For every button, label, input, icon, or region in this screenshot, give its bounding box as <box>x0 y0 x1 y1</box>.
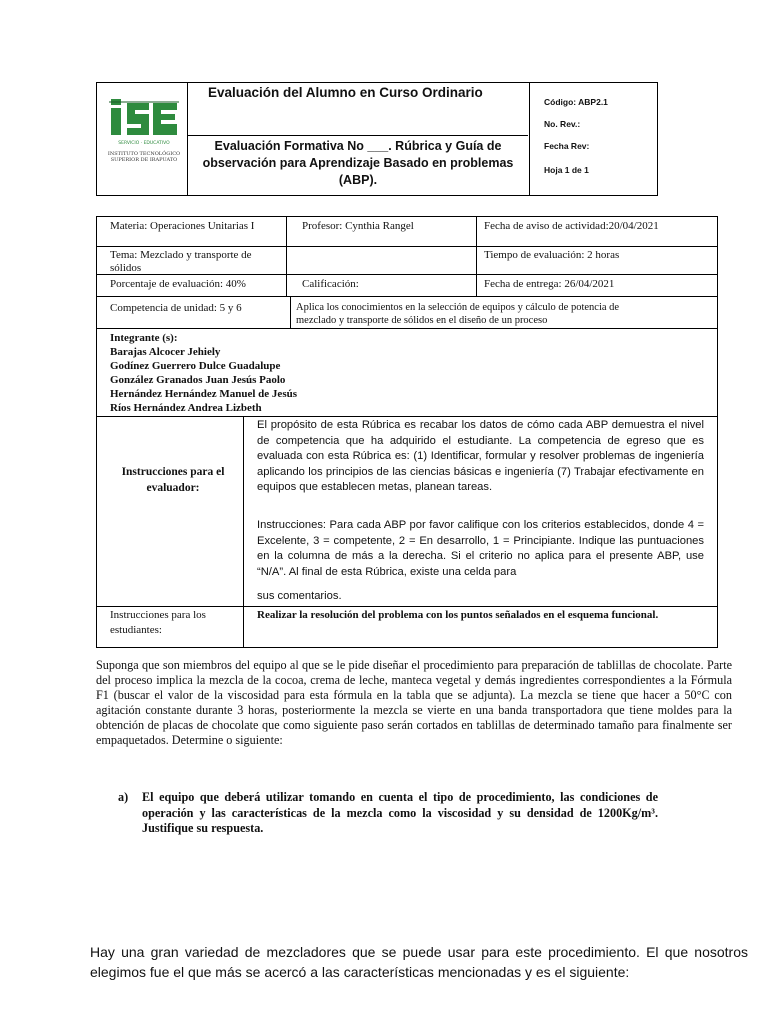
hoja-label: Hoja 1 de 1 <box>544 165 589 175</box>
question-text: El equipo que deberá utilizar tomando en cuenta el tipo de procedimiento, las condiciones de operación y las características de la mezcla como la viscosidad y su densidad de 1200Kg/m³. Justifique su respuesta. <box>142 790 658 835</box>
header-subtitle-cell <box>188 135 528 196</box>
answer-text: Hay una gran variedad de mezcladores que se puede usar para este procedimiento. El que nosotros elegimos fue el que más se acercó a las características mencionadas y es el siguiente: <box>90 944 748 980</box>
svg-text:SUPERIOR DE IRAPUATO: SUPERIOR DE IRAPUATO <box>110 157 178 163</box>
integrante-item: Barajas Alcocer Jehiely <box>110 346 221 358</box>
evaluation-info-table <box>96 216 718 648</box>
instr-evaluador-label: Instrucciones para el evaluador: <box>121 466 225 494</box>
fecha-aviso-cell: Fecha de aviso de actividad:20/04/2021 <box>484 220 659 232</box>
document-subtitle: Evaluación Formativa No ___. Rúbrica y Guía de observación para Aprendizaje Basado en problemas (ABP). <box>202 139 514 187</box>
instr-evaluador-p3: sus comentarios. <box>257 590 342 602</box>
header-title-cell <box>188 83 528 135</box>
svg-text:SERVICIO · EDUCATIVO: SERVICIO · EDUCATIVO <box>118 141 170 146</box>
integrante-item: Godínez Guerrero Dulce Guadalupe <box>110 360 281 372</box>
integrante-item: Ríos Hernández Andrea Lizbeth <box>110 402 262 414</box>
instr-estudiantes-label: Instrucciones para los estudiantes: <box>110 609 206 636</box>
document-title: Evaluación del Alumno en Curso Ordinario <box>208 85 483 100</box>
fecha-rev-label: Fecha Rev: <box>544 141 590 151</box>
codigo-label: Código: ABP2.1 <box>544 97 608 107</box>
tema-cell: Tema: Mezclado y transporte de sólidos <box>110 249 252 274</box>
problem-paragraph: Suponga que son miembros del equipo al que se le pide diseñar el procedimiento para preparación de tablillas de chocolate. Parte del proceso implica la mezcla de la cocoa, crema de leche, manteca vegetal y demás ingredientes correspondientes a la Fórmula F1 (buscar el valor de la viscosidad para esta fórmula en la tabla que se adjunta). La mezcla se tiene que hacer a 50°C con agitación constante durante 3 horas, posteriormente la mezcla se vierte en una banda transportadora que tiene moldes para la obtención de placas de chocolate que como siguiente paso serán cortados en tablillas de determinado tamaño para finalmente ser empaquetados. Determine o siguiente: <box>96 658 732 747</box>
integrantes-label: Integrante (s): <box>110 332 178 344</box>
profesor-cell: Profesor: Cynthia Rangel <box>302 220 414 232</box>
integrante-item: González Granados Juan Jesús Paolo <box>110 374 286 386</box>
integrante-item: Hernández Hernández Manuel de Jesús <box>110 388 297 400</box>
instr-estudiantes-text: Realizar la resolución del problema con los puntos señalados en el esquema funcional. <box>257 609 659 621</box>
calificacion-cell: Calificación: <box>302 278 359 290</box>
materia-cell: Materia: Operaciones Unitarias I <box>110 220 255 232</box>
logo-cell <box>97 83 188 195</box>
institute-logo <box>105 89 183 189</box>
tiempo-cell: Tiempo de evaluación: 2 horas <box>484 249 620 261</box>
instr-evaluador-p2: Instrucciones: Para cada ABP por favor califique con los criterios establecidos, donde 4 = Excelente, 3 = competente, 2 = En desarrollo, 1 = Principiante. Indique las puntuaciones en la columna de más a la derecha. Si el criterio no aplica para el presente ABP, use “N/A”. Al final de esta Rúbrica, existe una celda para <box>257 519 704 578</box>
fecha-entrega-cell: Fecha de entrega: 26/04/2021 <box>484 278 615 290</box>
competencia-label: Competencia de unidad: 5 y 6 <box>110 302 242 314</box>
instr-evaluador-p1: El propósito de esta Rúbrica es recabar los datos de cómo cada ABP demuestra el nivel de competencia que ha adquirido el estudiante. La competencia de egreso que es evaluada con esta Rúbrica es: (1) Identificar, formular y resolver problemas de ingeniería aplicando los principios de las ciencias básicas e ingeniería (7) Trabajar efectivamente en equipos que establecen metas, planean tareas. <box>257 419 704 493</box>
no-rev-label: No. Rev.: <box>544 119 581 129</box>
competencia-text: Aplica los conocimientos en la selección de equipos y cálculo de potencia de mezclado y transporte de sólidos en el diseño de un proceso <box>296 302 620 326</box>
header-table <box>96 82 658 196</box>
header-meta-cell <box>529 83 658 195</box>
question-label: a) <box>118 790 129 804</box>
porcentaje-cell: Porcentaje de evaluación: 40% <box>110 278 246 290</box>
svg-text:INSTITUTO TECNOLÓGICO: INSTITUTO TECNOLÓGICO <box>107 151 181 157</box>
